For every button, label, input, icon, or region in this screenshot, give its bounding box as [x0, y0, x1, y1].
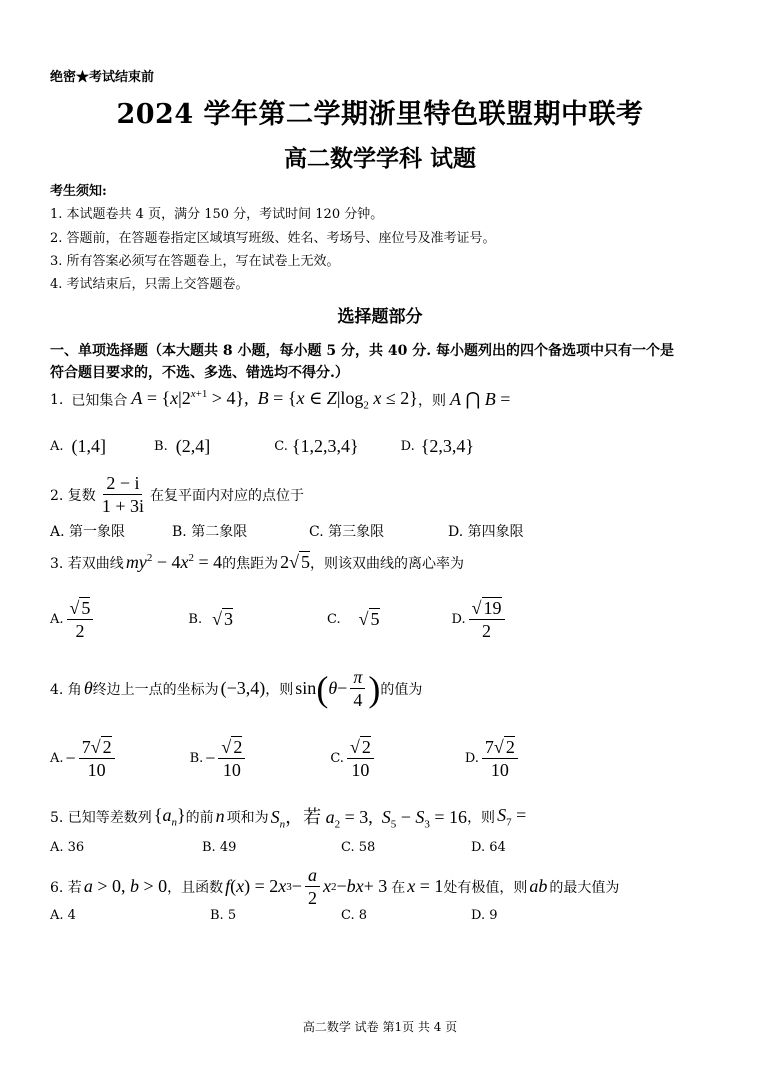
q3-options	[50, 597, 508, 642]
notice-item: 2. 答题前，在答题卷指定区域填写班级、姓名、考场号、座位号及准考证号。	[50, 231, 496, 246]
q1-opt-b-value: (2,4]	[175, 436, 211, 456]
q3-prefix: 3. 若双曲线	[50, 555, 124, 572]
q3-opt-a-value: $\frac{√ 5}{2}$	[67, 597, 94, 642]
question-4	[50, 666, 422, 711]
q4-expr: sin ( θ − $\frac{\pi}{4}$ )	[295, 667, 381, 710]
q5-mid2: 项和为	[226, 809, 269, 826]
q4-opt-b: B.	[189, 751, 204, 766]
q6-opt-b: B. 5	[210, 908, 237, 923]
q1-opt-b: B.	[154, 439, 168, 454]
notice-item: 3. 所有答案必须写在答题卷上，写在试卷上无效。	[50, 254, 340, 269]
q2-opt-d: D. 第四象限	[448, 524, 524, 540]
q3-opt-b-value: √ 3	[212, 609, 233, 629]
q1-opt-a-value: (1,4]	[71, 436, 107, 456]
q2-suffix: 在复平面内对应的点位于	[149, 487, 304, 504]
q2-prefix: 2. 复数	[50, 487, 96, 504]
q4-point: (−3,4)	[220, 678, 266, 698]
q5-mid: 的前	[185, 809, 214, 826]
section-title: 选择题部分	[337, 307, 423, 327]
q1-opt-a: A.	[50, 439, 64, 454]
q3-opt-c: C.	[327, 612, 341, 627]
q4-theta: θ	[83, 678, 93, 698]
question-5	[50, 803, 526, 831]
question-3	[50, 552, 464, 573]
secret-label: 绝密★考试结束前	[50, 70, 155, 85]
q1-text-2: ，则	[417, 392, 446, 409]
q6-opt-a: A. 4	[50, 908, 76, 923]
q5-suffix: ，则	[467, 809, 496, 826]
q5-conditions: $S_n$，若 $a_2 = 3$, $S_5 - S_3 = 16$	[270, 807, 468, 831]
q4-opt-a: A.	[50, 751, 64, 766]
q6-mid3: 处有极值，则	[443, 879, 528, 896]
q3-opt-d-value: $\frac{√ 19}{2}$	[469, 597, 505, 642]
q4-mid: 终边上一点的坐标为	[92, 681, 219, 698]
q5-n: n	[215, 806, 225, 827]
q2-fraction: $\frac{2 - i}{1 + 3i}$	[101, 473, 144, 516]
q1-opt-d: D.	[400, 439, 415, 454]
q4-mid2: ，则	[265, 681, 294, 698]
q4-opt-d-value: $\frac{7√ 2}{10}$	[482, 736, 518, 781]
q6-cond: a > 0, b > 0	[83, 876, 168, 896]
notice-item: 4. 考试结束后，只需上交答题卷。	[50, 277, 249, 292]
q3-opt-d: D.	[451, 612, 466, 627]
q2-opt-a: A. 第一象限	[50, 524, 126, 540]
q4-prefix: 4. 角	[50, 681, 82, 698]
q6-function: f ( x ) = 2 x 3 − $\frac{a}{2}$ x 2 − bx + 3	[225, 865, 388, 908]
exam-title: 2024 学年第二学期浙里特色联盟期中联考	[116, 99, 644, 130]
part1-instructions-cont: 符合题目要求的，不选、多选、错选均不得分.）	[50, 365, 349, 381]
q6-ab: ab	[529, 876, 548, 896]
q1-opt-d-value: {2,3,4}	[420, 436, 474, 456]
q5-seq: $\{a_n\}$	[153, 805, 186, 829]
q2-opt-b: B. 第二象限	[172, 524, 248, 540]
q5-opt-b: B. 49	[202, 840, 237, 855]
q1-expr: A ⋂ B =	[449, 389, 511, 410]
q4-opt-d: D.	[464, 751, 479, 766]
q4-opt-a-value: $\frac{7√ 2}{10}$	[79, 736, 115, 781]
q1-opt-c-value: {1,2,3,4}	[291, 436, 359, 456]
q5-target: $S_7$ =	[497, 805, 527, 829]
q6-prefix: 6. 若	[50, 879, 82, 896]
notice-heading: 考生须知:	[50, 184, 107, 199]
question-2	[50, 472, 304, 517]
q4-opt-b-value: $\frac{√ 2}{10}$	[218, 736, 245, 781]
q6-mid: ，且函数	[167, 879, 224, 896]
part1-instructions: 一、单项选择题（本大题共 8 小题，每小题 5 分，共 40 分. 每小题列出的四个备选项中只有一个是	[50, 343, 674, 359]
q3-opt-a: A.	[50, 612, 64, 627]
q6-opt-c: C. 8	[341, 908, 368, 923]
q6-point: x = 1	[407, 876, 444, 896]
q3-mid: 的焦距为	[222, 555, 279, 572]
q6-opt-d: D. 9	[471, 908, 498, 923]
q1-set-a: $A = \{x|2^{x+1} > 4\}$, B = {x ∈ $Z|\log_2$ x ≤ 2}	[131, 388, 418, 412]
q3-equation: $my^2 - 4x^2 = 4$	[125, 552, 223, 572]
q6-mid2: 在	[391, 879, 406, 896]
q1-num: 1.	[50, 391, 64, 408]
notice-item: 1. 本试题卷共 4 页，满分 150 分，考试时间 120 分钟。	[50, 207, 384, 222]
q4-opt-c: C.	[330, 751, 344, 766]
q3-focal: 2√ 5	[280, 552, 311, 572]
exam-subtitle: 高二数学学科 试题	[283, 145, 476, 172]
page-footer: 高二数学 试卷 第1页 共 4 页	[302, 1020, 458, 1034]
q1-text: 已知集合	[71, 392, 128, 409]
q1-opt-c: C.	[274, 439, 288, 454]
q4-suffix: 的值为	[380, 681, 423, 698]
q5-opt-d: D. 64	[471, 840, 506, 855]
question-1	[50, 388, 510, 412]
q4-opt-c-value: $\frac{√ 2}{10}$	[347, 736, 374, 781]
q5-opt-a: A. 36	[50, 840, 85, 855]
q5-prefix: 5. 已知等差数列	[50, 809, 152, 826]
q5-opt-c: C. 58	[341, 840, 376, 855]
q2-opt-c: C. 第三象限	[309, 524, 385, 540]
q3-opt-b: B.	[188, 612, 203, 627]
question-6	[50, 864, 619, 909]
q6-suffix: 的最大值为	[549, 879, 620, 896]
q1-options	[50, 436, 474, 457]
q4-options: A. − $\frac{7√ 2}{10}$ B. − $\frac{√ 2}{10}$ C. $\frac{√ 2}{10}$ D. $\frac{7√ 2}{10}$	[50, 736, 521, 781]
q3-opt-c-value: √ 5	[358, 609, 380, 629]
q3-suffix: ，则该双曲线的离心率为	[310, 555, 465, 572]
